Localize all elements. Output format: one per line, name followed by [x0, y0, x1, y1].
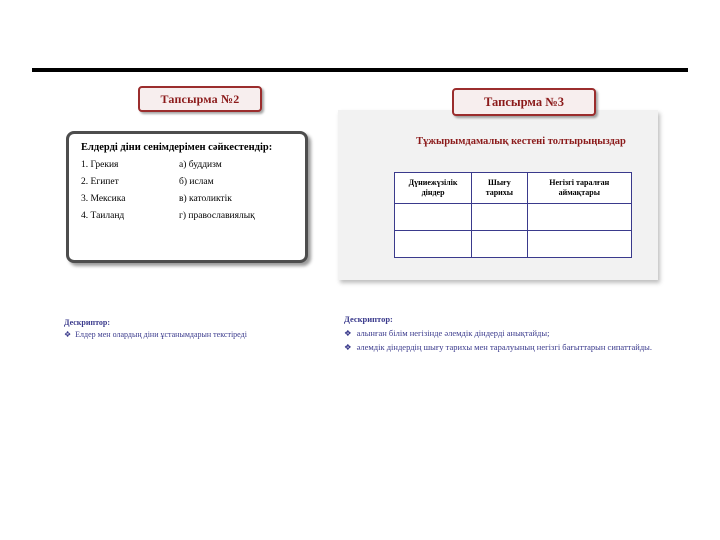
- matching-row: [81, 211, 295, 221]
- matching-exercise-box: [66, 131, 308, 263]
- descriptor-right-title: Дескриптор:: [344, 314, 393, 324]
- task-3-heading: Тұжырымдамалық кестені толтырыңыздар: [416, 136, 626, 147]
- descriptor-right: [344, 314, 664, 356]
- table-header-row: [395, 173, 632, 204]
- matching-exercise-title: Елдерді діни сенімдерімен сәйкестендір:: [81, 142, 273, 153]
- task-3-badge: [452, 88, 596, 116]
- matching-country: 1. Грекия: [81, 160, 119, 170]
- task-2-badge: [138, 86, 262, 112]
- table-row: [395, 231, 632, 258]
- matching-religion: а) буддизм: [179, 160, 222, 170]
- diamond-bullet-icon: ❖: [64, 330, 72, 339]
- descriptor-left: [64, 318, 324, 340]
- matching-country: 3. Мексика: [81, 194, 126, 204]
- task-2-badge-label: Тапсырма №2: [160, 91, 240, 106]
- table-row: [395, 204, 632, 231]
- table-cell[interactable]: [527, 204, 631, 231]
- descriptor-right-item: [344, 342, 664, 353]
- descriptor-left-title: Дескриптор:: [64, 318, 111, 327]
- descriptor-left-item: [64, 330, 324, 340]
- matching-country: 2. Египет: [81, 177, 119, 187]
- table-cell[interactable]: [527, 231, 631, 258]
- table-header-cell: Дүниежүзілік діндер: [395, 173, 472, 204]
- matching-row: [81, 194, 295, 204]
- descriptor-right-item-text: алынған білім негізінде әлемдік діндерді анықтайды;: [356, 328, 550, 338]
- matching-religion: в) католиктік: [179, 194, 232, 204]
- diamond-bullet-icon: ❖: [344, 328, 352, 338]
- task-3-badge-label: Тапсырма №3: [484, 94, 564, 109]
- top-divider: [32, 68, 688, 72]
- table-cell[interactable]: [472, 231, 527, 258]
- descriptor-left-item-text: Елдер мен олардың діни ұстанымдарын текстіреді: [75, 330, 247, 339]
- matching-country: 4. Таиланд: [81, 211, 125, 221]
- table-cell[interactable]: [395, 231, 472, 258]
- descriptor-right-item-text: әлемдік діндердің шығу тарихы мен таралуының негізгі бағыттарын сипаттайды.: [356, 342, 652, 353]
- matching-religion: б) ислам: [179, 177, 214, 187]
- diamond-bullet-icon: ❖: [344, 342, 352, 353]
- table-header-cell: Негізгі таралған аймақтары: [527, 173, 631, 204]
- matching-row: [81, 160, 295, 170]
- table-cell[interactable]: [395, 204, 472, 231]
- matching-row: [81, 177, 295, 187]
- concept-table: [394, 172, 632, 258]
- table-cell[interactable]: [472, 204, 527, 231]
- matching-religion: г) православиялық: [179, 211, 255, 221]
- descriptor-right-item: [344, 328, 664, 339]
- table-header-cell: Шығу тарихы: [472, 173, 527, 204]
